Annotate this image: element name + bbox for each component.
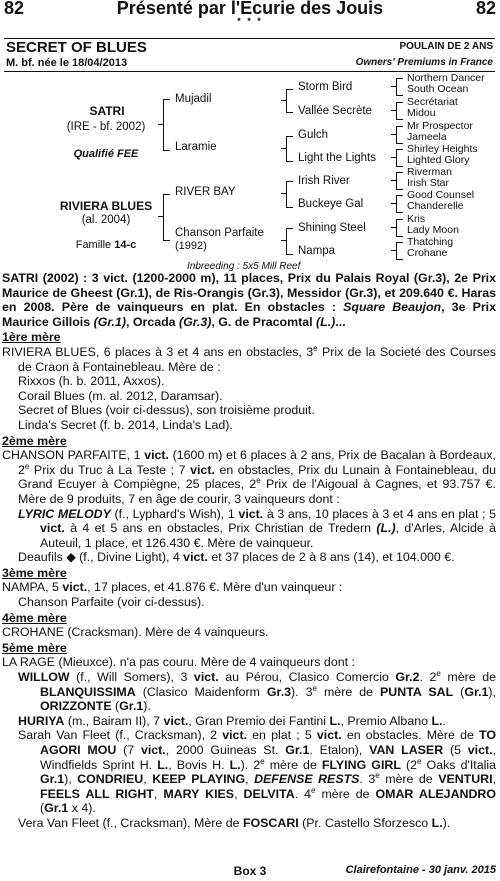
- inbreeding-note: Inbreeding : 5x5 Mill Reef: [187, 261, 301, 272]
- pedigree-g4-10: Irish Star: [407, 177, 450, 189]
- pedigree-g4-7: Shirley Heights: [407, 143, 478, 155]
- produce-huriya: HURIYA (m., Bairam II), 7 vict., Gran Premio dei Fantini L., Premio Albano L..: [18, 713, 446, 728]
- third-dam-paragraph: NAMPA, 5 vict., 17 places, et 41.876 €. Mère d'un vainqueur :: [2, 580, 343, 595]
- pedigree-g2-4: Chanson Parfaite: [175, 227, 264, 239]
- pedigree-g4-9: Riverman: [407, 166, 452, 178]
- second-dam-paragraph: CHANSON PARFAITE, 1 vict. (1600 m) et 6 places à 2 ans, Prix de Bacalan à Bordeaux, 2e Prix du Truc à La Teste ; 7 vict. en obstacles, Prix du Lunain à Fontainebleau, du Grand Ecuyer à Compiègne, 25 places, 2e Prix de l'Aigoual à Cagnes, et 93.757 €. Mère de 9 produits, 7 en âge de courir, 3 vainqueurs dont :: [2, 448, 496, 506]
- page-number-left: 82: [4, 0, 25, 18]
- produce-deaufils: Deaufils ◆ (f., Divine Light), 4 vict. et 37 places de 2 à 8 ans (14), et 104.000 €.: [18, 550, 455, 565]
- pedigree-g4-8: Lighted Glory: [407, 154, 470, 166]
- pedigree-g4-6: Jameela: [407, 131, 447, 143]
- fourth-dam-paragraph: CROHANE (Cracksman). Mère de 4 vainqueurs.: [2, 625, 269, 640]
- sire-name: SATRI: [89, 104, 125, 118]
- pedigree-g3-4: Light the Lights: [298, 152, 377, 164]
- pedigree-g4-1: Northern Dancer: [407, 72, 485, 84]
- pedigree-g3-1: Storm Bird: [298, 81, 353, 93]
- pedigree-table: [0, 72, 500, 272]
- section-second-dam: 2ème mère: [2, 433, 67, 448]
- pedigree-g2-2: Laramie: [175, 141, 217, 153]
- dam-info: (al. 2004): [81, 214, 131, 226]
- pedigree-g4-12: Chanderelle: [407, 200, 464, 212]
- pedigree-g4-4: Midou: [407, 107, 436, 119]
- pedigree-g4-14: Lady Moon: [407, 224, 459, 236]
- section-fourth-dam: 4ème mère: [2, 610, 67, 625]
- pedigree-g3-3: Gulch: [298, 129, 329, 141]
- pedigree-g4-3: Secrétariat: [407, 96, 458, 108]
- pedigree-g4-13: Kris: [407, 213, 426, 225]
- pedigree-g3-6: Buckeye Gal: [298, 198, 364, 210]
- sire-qualification: Qualifié FEE: [73, 148, 139, 160]
- section-fifth-dam: 5ème mère: [2, 640, 67, 655]
- produce-sarah-van-fleet: Sarah Van Fleet (f., Cracksman), 2 vict. en plat ; 5 vict. en obstacles. Mère de TO AGORI MOU (7 vict., 2000 Guineas St. Gr.1. Etalon), VAN LASER (5 vict., Windfields Sprint H. L., Bovis H. L.). 2e mère de FLYING GIRL (2e Oaks d'Italia Gr.1), CONDRIEU, KEEP PLAYING, DEFENSE RESTS. 3e mère de VENTURI, FEELS ALL RIGHT, MARY KIES, DELVITA. 4e mère de OMAR ALEJANDRO (Gr.1 x 4).: [18, 728, 497, 816]
- section-third-dam: 3ème mère: [2, 565, 67, 580]
- pedigree-g2-3: RIVER BAY: [175, 186, 236, 198]
- pedigree-g3-8: Nampa: [298, 245, 336, 257]
- produce-line: Rixxos (h. b. 2011, Axxos).: [18, 374, 165, 389]
- sale-place-date: Clairefontaine - 30 janv. 2015: [345, 864, 496, 876]
- section-first-dam: 1ère mère: [2, 330, 61, 345]
- pedigree-g4-15: Thatching: [407, 236, 454, 248]
- pedigree-g2-4-year: (1992): [175, 240, 207, 252]
- box-number: Box 3: [233, 864, 267, 878]
- pedigree-g4-2: South Ocean: [407, 83, 469, 95]
- page-number-right: 82: [475, 0, 496, 18]
- produce-willow: WILLOW (f., Will Somers), 3 vict. au Pérou, Clasico Comercio Gr.2. 2e mère de BLANQUISSIMA (Clasico Maidenform Gr.3). 3e mère de PUNTA SAL (Gr.1), ORIZZONTE (Gr.1).: [18, 668, 496, 714]
- produce-line: Corail Blues (m. al. 2012, Daramsar).: [18, 388, 223, 403]
- sire-paragraph: SATRI (2002) : 3 vict. (1200-2000 m), 11 places, Prix du Palais Royal (Gr.3), 2e Prix Maurice de Gheest (Gr.1), de Ris-Orangis (Gr.3), Messidor (Gr.3), et 209.640 €. Haras en 2008. Père de vainqueurs en plat. En obstacles : Square Beaujon, 3e Prix Maurice Gillois (Gr.1), Orcada (Gr.3), G. de Pracomtal (L.)...: [2, 271, 497, 329]
- pedigree-g4-5: Mr Prospector: [407, 120, 473, 132]
- produce-vera-van-fleet: Vera Van Fleet (f., Cracksman), Mère de FOSCARI (Pr. Castello Sforzesco L.).: [18, 815, 451, 830]
- horse-name: SECRET OF BLUES: [6, 39, 147, 56]
- pedigree-g3-5: Irish River: [298, 175, 350, 187]
- produce-lyric-melody: LYRIC MELODY (f., Lyphard's Wish), 1 vict. à 3 ans, 10 places à 3 et 4 ans en plat ; 5 vict. à 4 et 5 ans en obstacles, Prix Christian de Tredern (L.), d'Arles, Alcide à Auteuil, 1 place, et 126.430 €. Mère de vainqueur.: [18, 506, 497, 550]
- fifth-dam-paragraph: LA RAGE (Mieuxce). n'a pas couru. Mère de 4 vainqueurs dont :: [2, 655, 355, 670]
- horse-banner: [4, 38, 495, 72]
- dam-family: Famille 14-c: [75, 239, 137, 251]
- owners-premiums: Owners' Premiums in France: [355, 57, 493, 68]
- first-dam-paragraph: RIVIERA BLUES, 6 places à 3 et 4 ans en obstacles, 3e Prix de la Societé des Courses de Craon à Fontainebleau. Mère de :: [2, 343, 496, 374]
- page-footer: [0, 864, 500, 880]
- title-stars: * * *: [237, 16, 263, 26]
- sire-info: (IRE - bf. 2002): [66, 121, 146, 133]
- pedigree-g3-2: Vallée Secrète: [298, 105, 372, 117]
- pedigree-g3-7: Shining Steel: [298, 222, 366, 234]
- horse-birth: M. bf. née le 18/04/2013: [6, 57, 128, 69]
- catalogue-text: [2, 271, 496, 831]
- horse-sex-age: POULAIN DE 2 ANS: [399, 41, 493, 52]
- page-header: [0, 0, 500, 24]
- page-title: Présenté par l'Ecurie des Jouis: [116, 0, 384, 18]
- dam-name: RIVIERA BLUES: [59, 199, 153, 213]
- produce-line: Chanson Parfaite (voir ci-dessus).: [18, 595, 205, 610]
- pedigree-g4-11: Good Counsel: [407, 189, 475, 201]
- pedigree-g2-1: Mujadil: [175, 93, 212, 105]
- produce-line: Secret of Blues (voir ci-dessus), son troisième produit.: [18, 403, 315, 418]
- produce-line: Linda's Secret (f. b. 2014, Linda's Lad).: [18, 417, 233, 432]
- pedigree-g4-16: Crohane: [407, 247, 448, 259]
